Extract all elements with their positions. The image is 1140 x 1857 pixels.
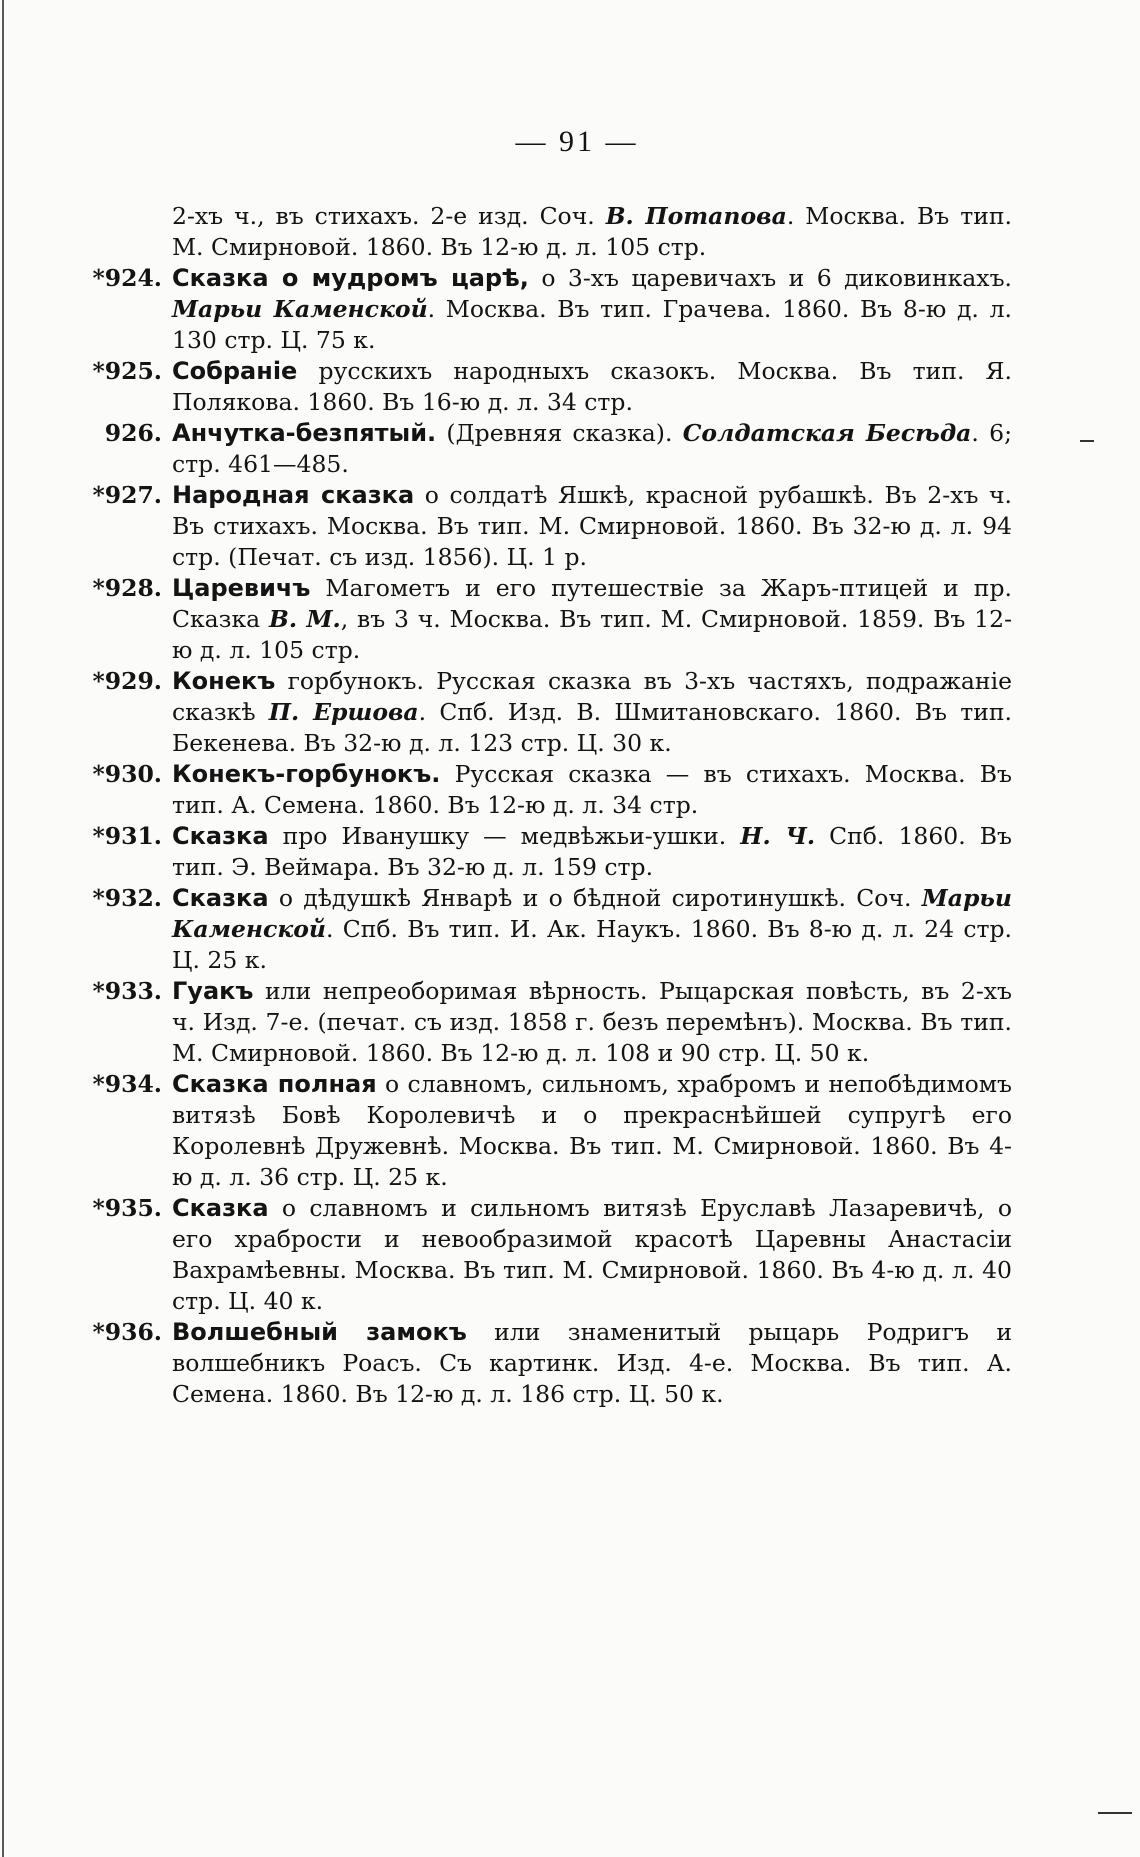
entry-title: Народная сказка (172, 481, 415, 509)
entry-author: Солдатская Бесѣда (682, 419, 972, 447)
entry-title: Конекъ (172, 667, 276, 695)
bibliography-entry (62, 976, 1012, 1069)
entry-publication: . Спб. Въ тип. И. Ак. Наукъ. 1860. Въ 8-ю д. л. 24 стр. Ц. 25 к. (172, 915, 1012, 974)
bibliography-entry (62, 480, 1012, 573)
entry-text (172, 1317, 1012, 1410)
entry-description: о славномъ, сильномъ, храбромъ и непобѣдимомъ витязѣ Бовѣ Королевичѣ и о прекраснѣйшей супругѣ его Королевнѣ Дружевнѣ. Москва. Въ тип. М. Смирновой. 1860. Въ 4-ю д. л. 36 стр. Ц. 25 к. (172, 1070, 1013, 1191)
bibliography-entry (62, 1317, 1012, 1410)
entry-description: горбунокъ. Русская сказка въ 3-хъ частяхъ, подражаніе сказкѣ (172, 667, 1012, 726)
entry-description: 2-хъ ч., въ стихахъ. 2-е изд. Соч. (172, 202, 606, 230)
entry-number: *925. (92, 357, 162, 385)
entry-publication: . 6; стр. 461—485. (172, 419, 1012, 478)
entry-description: о солдатѣ Яшкѣ, красной рубашкѣ. Въ 2-хъ ч. Въ стихахъ. Москва. Въ тип. М. Смирновой. 1860. Въ 32-ю д. л. 94 стр. (Печат. съ изд. 1856). Ц. 1 р. (172, 481, 1012, 571)
entry-title: Сказка (172, 822, 269, 850)
entry-number: *927. (92, 481, 162, 509)
entry-publication: , въ 3 ч. Москва. Въ тип. М. Смирновой. 1859. Въ 12-ю д. л. 105 стр. (172, 605, 1013, 664)
entry-description: про Иванушку — медвѣжьи-ушки. (268, 822, 741, 850)
entry-text (172, 418, 1012, 480)
entry-description: Магометъ и его путешествіе за Жаръ-птицей и пр. Сказка (172, 574, 1012, 633)
bibliography-entry (62, 356, 1012, 418)
entry-number: *928. (92, 574, 162, 602)
entry-text (172, 356, 1012, 418)
entry-text (172, 263, 1012, 356)
bibliography-entry (62, 201, 1012, 263)
bibliography-entry (62, 666, 1012, 759)
entry-text (172, 821, 1012, 883)
bibliography-entry (62, 883, 1012, 976)
entry-author: П. Ершова (268, 698, 419, 726)
bibliography-entry (62, 1069, 1012, 1193)
entry-title: Сказка (172, 1194, 269, 1222)
bibliography-entry (62, 1193, 1012, 1317)
entry-text (172, 883, 1012, 976)
entry-number: *931. (92, 822, 162, 850)
entry-text (172, 976, 1012, 1069)
entry-publication: . Москва. Въ тип. М. Смирновой. 1860. Въ 12-ю д. л. 105 стр. (172, 202, 1012, 261)
entry-description: о 3-хъ царевичахъ и 6 диковинкахъ. (528, 264, 1012, 292)
entry-number: *930. (92, 760, 162, 788)
entry-text (172, 480, 1012, 573)
page-number: — 91 — (515, 125, 639, 158)
entry-description: или знаменитый рыцарь Родригъ и волшебникъ Роасъ. Съ картинк. Изд. 4-е. Москва. Въ тип. А. Семена. 1860. Въ 12-ю д. л. 186 стр. Ц. 50 к. (172, 1318, 1012, 1408)
entry-description: (Древняя сказка). (436, 419, 683, 447)
entry-title: Сказка (172, 884, 269, 912)
entry-publication: . Москва. Въ тип. Грачева. 1860. Въ 8-ю д. л. 130 стр. Ц. 75 к. (172, 295, 1012, 354)
entry-text (172, 573, 1012, 666)
entry-author: Н. Ч. (740, 822, 816, 850)
entry-number: 926. (104, 419, 162, 447)
entry-description: или непреоборимая вѣрность. Рыцарская повѣсть, въ 2-хъ ч. Изд. 7-е. (печат. съ изд. 1858 г. безъ перемѣнъ). Москва. Въ тип. М. Смирновой. 1860. Въ 12-ю д. л. 108 и 90 стр. Ц. 50 к. (172, 977, 1012, 1067)
bibliography-entry (62, 759, 1012, 821)
entry-title: Конекъ-горбунокъ. (172, 760, 441, 788)
entry-description: Русская сказка — въ стихахъ. Москва. Въ тип. А. Семена. 1860. Въ 12-ю д. л. 34 стр. (172, 760, 1012, 819)
margin-dash-mark (1080, 440, 1094, 442)
entry-title: Собраніе (172, 357, 298, 385)
entry-number: *932. (92, 884, 162, 912)
entry-text (172, 759, 1012, 821)
entry-title: Волшебный замокъ (172, 1318, 467, 1346)
bibliography-entry (62, 821, 1012, 883)
entry-publication: Спб. 1860. Въ тип. Э. Веймара. Въ 32-ю д. л. 159 стр. (172, 822, 1013, 881)
entry-title: Сказка о мудромъ царѣ, (172, 264, 529, 292)
entry-text (172, 201, 1012, 263)
entry-number: *924. (92, 264, 162, 292)
entry-description: русскихъ народныхъ сказокъ. Москва. Въ тип. Я. Полякова. 1860. Въ 16-ю д. л. 34 стр. (172, 357, 1012, 416)
entry-title: Царевичъ (172, 574, 311, 602)
entry-list (62, 201, 1012, 1410)
entry-author: В. М. (269, 605, 341, 633)
entry-publication: . Спб. Изд. В. Шмитановскаго. 1860. Въ тип. Бекенева. Въ 32-ю д. л. 123 стр. Ц. 30 к. (172, 698, 1012, 757)
entry-number: *935. (92, 1194, 162, 1222)
scan-edge-line (2, 0, 4, 1857)
entry-number: *929. (92, 667, 162, 695)
entry-author: В. Потапова (605, 202, 787, 230)
entry-title: Анчутка-безпятый. (172, 419, 437, 447)
entry-number: *933. (92, 977, 162, 1005)
entry-text (172, 1069, 1012, 1193)
entry-description: о славномъ и сильномъ витязѣ Еруславѣ Лазаревичѣ, о его храбрости и невообразимой красотѣ Царевны Анастасіи Вахрамѣевны. Москва. Въ тип. М. Смирновой. 1860. Въ 4-ю д. л. 40 стр. Ц. 40 к. (172, 1194, 1012, 1315)
entry-number: *934. (92, 1070, 162, 1098)
entry-text (172, 666, 1012, 759)
entry-author: Марьи Каменской (172, 295, 428, 323)
margin-dash-mark-bottom (1098, 1812, 1132, 1814)
entry-author: Марьи Каменской (172, 884, 1012, 943)
entry-text (172, 1193, 1012, 1317)
bibliography-entry (62, 573, 1012, 666)
entry-number: *936. (92, 1318, 162, 1346)
bibliography-entry (62, 263, 1012, 356)
page (62, 125, 1012, 1410)
entry-title: Сказка полная (172, 1070, 377, 1098)
entry-title: Гуакъ (172, 977, 254, 1005)
entry-number (62, 201, 172, 263)
entry-description: о дѣдушкѣ Январѣ и о бѣдной сиротинушкѣ. Соч. (268, 884, 922, 912)
bibliography-entry (62, 418, 1012, 480)
